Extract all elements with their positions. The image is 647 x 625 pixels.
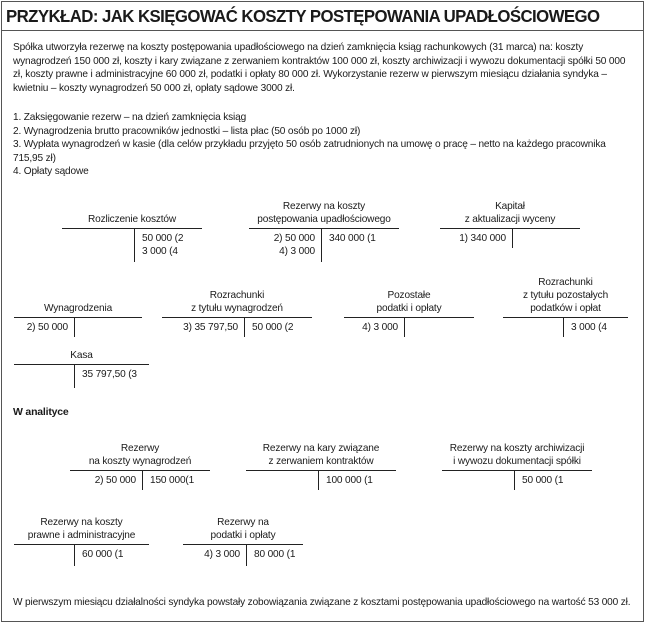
debit-entry: 2) 50 000 (273, 233, 315, 244)
t-account-center-rule (244, 317, 245, 337)
t-account-center-rule (74, 364, 75, 388)
t-account-debit-side (27, 321, 68, 334)
t-account-name: Kasa (70, 350, 93, 361)
t-account-top-rule (442, 470, 592, 471)
credit-entry: 3 000 (4 (571, 322, 607, 333)
t-account-top-rule (440, 228, 580, 229)
credit-entry: 150 000(1 (150, 475, 195, 486)
intro-paragraph: Spółka utworzyła rezerwę na koszty postępowania upadłościowego na dzień zamknięcia ksiąg rachunkowych (31 marca) na: koszty wynagrodzeń 150 000 zł, koszty i kary związane z zerwaniem kontraktów 100 000 zł, koszty archiwizacji i wywozu dokumentacji spółki 50 000 zł, koszty prawne i administracyjne 60 000 zł, podatki i opłaty 80 000 zł. Wykorzystanie rezerw w pierwszym miesiącu działania syndyka – kwietniu – koszty wynagrodzeń 50 000 zł, opłaty sądowe 3000 zł. (13, 42, 626, 94)
debit-entry: 2) 50 000 (26, 322, 68, 333)
t-account-center-rule (246, 544, 247, 566)
t-account-kasa (14, 350, 149, 388)
t-account-credit-side (82, 368, 137, 381)
t-account-center-rule (134, 228, 135, 262)
t-account-center-rule (321, 228, 322, 262)
t-account-credit-side (522, 474, 563, 487)
t-account-credit-side (254, 548, 295, 561)
t-account-top-rule (14, 317, 142, 318)
t-account-wynagrodzenia (14, 303, 142, 337)
debit-entry: 3) 35 797,50 (183, 322, 238, 333)
credit-entry: 100 000 (1 (326, 475, 373, 486)
t-account-debit-side (274, 232, 315, 258)
t-account-top-rule (249, 228, 399, 229)
t-account-credit-side (150, 474, 194, 487)
t-account-debit-side (362, 321, 398, 334)
t-account-center-rule (74, 317, 75, 337)
t-account-debit-side (95, 474, 136, 487)
t-account-rozliczenie-kosztow (62, 214, 202, 262)
step-item: 1. Zaksięgowanie rezerw – na dzień zamknięcia ksiąg (13, 112, 247, 123)
t-account-name: Wynagrodzenia (43, 303, 113, 314)
t-account-name: Pozostałe podatki i opłaty (376, 290, 442, 314)
t-account-name: Rozrachunki z tytułu pozostałych podatków i opłat (522, 277, 609, 314)
t-account-credit-side (82, 548, 123, 561)
t-account-name: Rezerwy na kary związane z zerwaniem kontraktów (262, 443, 380, 467)
t-account-name: Rezerwy na podatki i opłaty (210, 517, 276, 541)
t-account-rozrachunki-z-tytulu-pozostalych-podatkow-i-oplat (503, 277, 628, 337)
t-account-top-rule (246, 470, 396, 471)
t-account-rezerwy-na-koszty-archiwizacji-i-wywozu-dokumentacji-spolki (442, 443, 592, 490)
t-account-name: Rezerwy na koszty archiwizacji i wywozu dokumentacji spółki (449, 443, 585, 467)
debit-entry: 2) 50 000 (94, 475, 136, 486)
t-account-rezerwy-na-koszty-postepowania-upadlosciowego (249, 201, 399, 262)
credit-entry: 80 000 (1 (254, 549, 296, 560)
t-account-debit-side (183, 321, 238, 334)
credit-entry: 3 000 (4 (142, 246, 178, 257)
t-account-credit-side (252, 321, 293, 334)
credit-entry: 50 000 (2 (252, 322, 294, 333)
t-account-debit-side (204, 548, 240, 561)
credit-entry: 50 000 (2 (142, 233, 184, 244)
t-account-center-rule (563, 317, 564, 337)
debit-entry: 4) 3 000 (279, 246, 315, 257)
t-account-name: Kapitał z aktualizacji wyceny (464, 201, 556, 225)
t-account-center-rule (318, 470, 319, 490)
t-account-debit-side (459, 232, 506, 245)
step-item: 2. Wynagrodzenia brutto pracowników jednostki – lista płac (50 osób po 1000 zł) (13, 125, 361, 137)
debit-entry: 4) 3 000 (362, 322, 398, 333)
t-account-top-rule (14, 544, 149, 545)
debit-entry: 1) 340 000 (459, 233, 506, 244)
t-account-center-rule (74, 544, 75, 566)
title-divider (1, 30, 644, 31)
t-account-rezerwy-na-podatki-i-oplaty (183, 517, 303, 566)
t-account-name: Rezerwy na koszty postępowania upadłościowego (257, 201, 391, 225)
t-account-credit-side (142, 232, 183, 258)
t-account-top-rule (503, 317, 628, 318)
credit-entry: 50 000 (1 (522, 475, 564, 486)
t-account-top-rule (344, 317, 474, 318)
t-account-pozostale-podatki-i-oplaty (344, 290, 474, 337)
t-account-name: Rozliczenie kosztów (87, 214, 177, 225)
t-account-top-rule (70, 470, 210, 471)
t-account-rezerwy-na-koszty-wynagrodzen (70, 443, 210, 490)
t-account-name: Rezerwy na koszty wynagrodzeń (88, 443, 192, 467)
t-account-top-rule (162, 317, 312, 318)
t-account-rozrachunki-z-tytulu-wynagrodzen (162, 290, 312, 337)
credit-entry: 60 000 (1 (82, 549, 124, 560)
t-account-rezerwy-na-koszty-prawne-i-administracyjne (14, 517, 149, 566)
analytics-heading: W analityce (13, 406, 69, 418)
debit-entry: 4) 3 000 (204, 549, 240, 560)
credit-entry: 340 000 (1 (329, 233, 376, 244)
t-account-top-rule (183, 544, 303, 545)
t-account-kapital-z-aktualizacji-wyceny (440, 201, 580, 248)
step-item: 3. Wypłata wynagrodzeń w kasie (dla celów przykładu przyjęto 50 osób zatrudnionych na umowę o pracę – netto na każdego pracownika 715,95 zł) (13, 139, 606, 164)
t-account-credit-side (571, 321, 607, 334)
step-item: 4. Opłaty sądowe (13, 166, 89, 178)
credit-entry: 35 797,50 (3 (82, 369, 137, 380)
steps-list (13, 111, 637, 179)
t-account-top-rule (62, 228, 202, 229)
t-account-center-rule (142, 470, 143, 490)
t-account-rezerwy-na-kary-zwiazane-z-zerwaniem-kontraktow (246, 443, 396, 490)
summary-footer: W pierwszym miesiącu działalności syndyka powstały zobowiązania związane z kosztami postępowania upadłościowego na wartość 53 000 zł. (13, 597, 631, 608)
t-account-center-rule (514, 470, 515, 490)
t-account-center-rule (512, 228, 513, 248)
t-account-name: Rozrachunki z tytułu wynagrodzeń (191, 290, 283, 314)
t-account-top-rule (14, 364, 149, 365)
t-account-credit-side (326, 474, 373, 487)
t-account-center-rule (404, 317, 405, 337)
t-account-name: Rezerwy na koszty prawne i administracyjne (27, 517, 136, 541)
page-title: PRZYKŁAD: JAK KSIĘGOWAĆ KOSZTY POSTĘPOWANIA UPADŁOŚCIOWEGO (6, 6, 600, 26)
t-account-credit-side (329, 232, 376, 245)
